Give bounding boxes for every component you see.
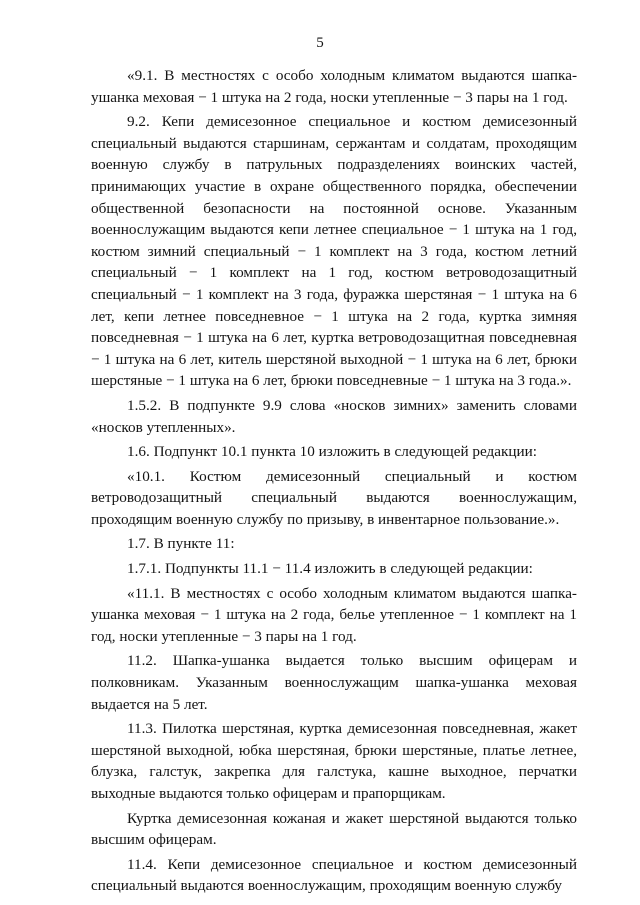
paragraph-11-2: 11.2. Шапка-ушанка выдается только высшим офицерам и полковникам. Указанным военнослужащим шапка-ушанка меховая выдается на 5 лет. (91, 652, 577, 713)
paragraph-1-7-1: 1.7.1. Подпункты 11.1 − 11.4 изложить в следующей редакции: (127, 560, 533, 578)
paragraph-11-1: «11.1. В местностях с особо холодным климатом выдаются шапка-ушанка меховая − 1 штука на 2 года, белье утепленное − 1 комплект на 1 год, носки утепленные − 3 пары на 1 год. (91, 584, 577, 645)
paragraph-11-4: 11.4. Кепи демисезонное специальное и костюм демисезонный специальный выдаются военнослужащим, проходящим военную службу (91, 855, 577, 895)
document-body (91, 65, 577, 900)
page-number: 5 (316, 35, 324, 51)
paragraph-1-5-2: 1.5.2. В подпункте 9.9 слова «носков зимних» заменить словами «носков утепленных». (91, 396, 577, 436)
paragraph-9-2: 9.2. Кепи демисезонное специальное и костюм демисезонный специальный выдаются старшинам, сержантам и солдатам, проходящим военную службу в патрульных подразделениях воинских частей, принимающих участие в охране общественного порядка, обеспечении общественной безопасности на постоянной основе. Указанным военнослужащим выдаются кепи летнее специальное − 1 штука на 1 год, костюм зимний специальный − 1 комплект на 3 года, костюм летний специальный − 1 комплект на 1 год, костюм ветроводозащитный специальный − 1 комплект на 3 года, фуражка шерстяная − 1 штука на 6 лет, кепи летнее повседневное − 1 штука на 2 года, куртка зимняя повседневная − 1 штука на 6 лет, куртка ветроводозащитная повседневная − 1 штука на 6 лет, китель шерстяной выходной − 1 штука на 6 лет, брюки шерстяные − 1 штука на 6 лет, брюки повседневные − 1 штука на 3 года.». (91, 113, 577, 390)
paragraph-11-3: 11.3. Пилотка шерстяная, куртка демисезонная повседневная, жакет шерстяной выходной, юбка шерстяная, брюки шерстяные, платье летнее, блузка, галстук, закрепка для галстука, кашне выходное, перчатки выходные выдаются только офицерам и прапорщикам. (91, 720, 577, 802)
paragraph-1-7: 1.7. В пункте 11: (127, 535, 235, 553)
paragraph-1-6: 1.6. Подпункт 10.1 пункта 10 изложить в следующей редакции: (127, 443, 537, 461)
paragraph-11-3-addendum: Куртка демисезонная кожаная и жакет шерстяной выдаются только высшим офицерам. (91, 809, 577, 849)
paragraph-10-1: «10.1. Костюм демисезонный специальный и костюм ветроводозащитный специальный выдаются военнослужащим, проходящим военную службу по призыву, в инвентарное пользование.». (91, 467, 577, 528)
paragraph-9-1: «9.1. В местностях с особо холодным климатом выдаются шапка-ушанка меховая − 1 штука на 2 года, носки утепленные − 3 пары на 1 год. (91, 67, 577, 106)
